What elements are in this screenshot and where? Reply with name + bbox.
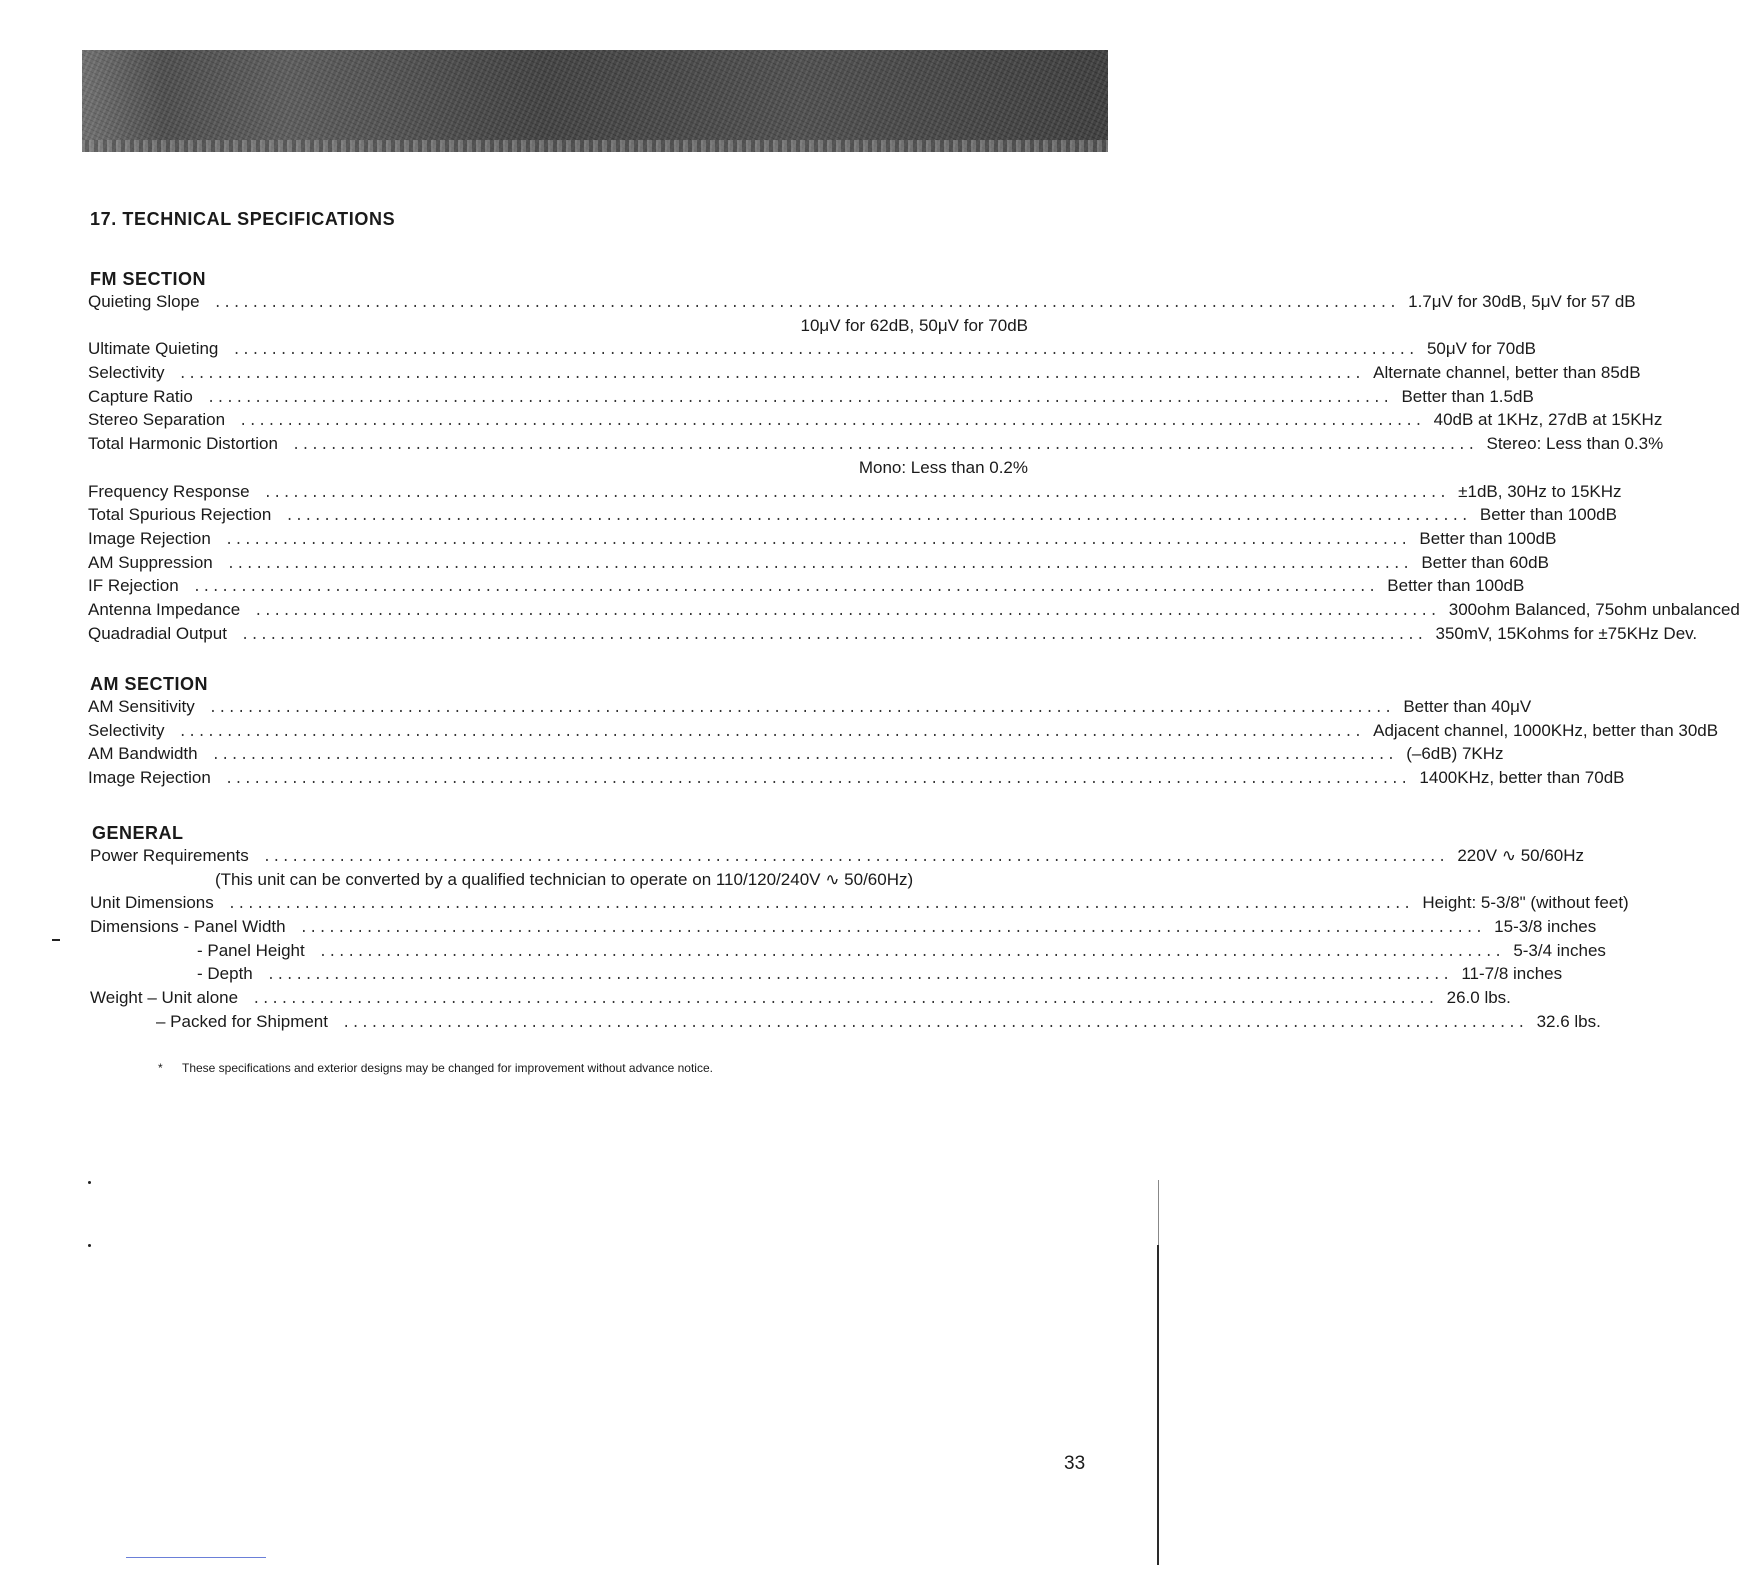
spec-value: (–6dB) 7KHz bbox=[1406, 744, 1504, 764]
spec-value: 26.0 lbs. bbox=[1446, 988, 1511, 1008]
general-section-title: GENERAL bbox=[92, 823, 184, 843]
dot-leader: .............................................................................................................................. bbox=[232, 343, 1417, 360]
dot-leader: .............................................................................................................................. bbox=[224, 772, 1410, 789]
spec-row bbox=[90, 939, 1606, 963]
spec-label: AM Suppression bbox=[88, 552, 213, 572]
spec-row bbox=[88, 480, 1622, 504]
dot-leader: .............................................................................................................................. bbox=[211, 748, 1397, 765]
spec-value: Better than 100dB bbox=[1419, 528, 1557, 548]
margin-dot bbox=[88, 1244, 91, 1247]
dot-leader: .............................................................................................................................. bbox=[254, 603, 1439, 620]
dot-leader: .............................................................................................................................. bbox=[266, 968, 1452, 985]
spec-label: Quadradial Output bbox=[88, 623, 227, 643]
dot-leader: .............................................................................................................................. bbox=[224, 532, 1410, 549]
spec-value: Better than 100dB bbox=[1387, 576, 1525, 596]
dot-leader: .............................................................................................................................. bbox=[263, 485, 1449, 502]
spec-label: Ultimate Quieting bbox=[88, 339, 219, 359]
spec-row bbox=[88, 337, 1536, 361]
dot-leader: .............................................................................................................................. bbox=[178, 367, 1364, 384]
am-section-title: AM SECTION bbox=[90, 674, 209, 694]
spec-row bbox=[88, 551, 1549, 575]
spec-value: 1400KHz, better than 70dB bbox=[1419, 768, 1625, 788]
dot-leader: .............................................................................................................................. bbox=[262, 850, 1448, 866]
spec-value: 32.6 lbs. bbox=[1536, 1011, 1601, 1031]
footnote-text: These specifications and exterior designs may be changed for improvement without advance notice. bbox=[182, 1061, 713, 1075]
dot-leader: .............................................................................................................................. bbox=[285, 509, 1470, 526]
spec-label: Power Requirements bbox=[90, 846, 249, 865]
spec-label: Stereo Separation bbox=[88, 410, 226, 430]
dot-leader: .............................................................................................................................. bbox=[206, 390, 1392, 407]
spec-value: Adjacent channel, 1000KHz, better than 30dB bbox=[1373, 720, 1719, 740]
spec-label: Quieting Slope bbox=[88, 292, 200, 311]
spec-row bbox=[88, 361, 1641, 385]
spec-row bbox=[88, 503, 1617, 527]
spec-row bbox=[90, 844, 1585, 868]
page-number: 33 bbox=[1064, 1453, 1086, 1474]
dot-leader: .............................................................................................................................. bbox=[240, 627, 1426, 644]
spec-label: IF Rejection bbox=[88, 576, 179, 596]
dot-leader: .............................................................................................................................. bbox=[318, 944, 1504, 961]
margin-dot bbox=[88, 1181, 91, 1184]
spec-label: Weight – Unit alone bbox=[90, 988, 239, 1008]
dot-leader: .............................................................................................................................. bbox=[239, 414, 1424, 431]
page-title: 17. TECHNICAL SPECIFICATIONS bbox=[90, 209, 396, 229]
dot-leader: .............................................................................................................................. bbox=[227, 897, 1413, 914]
dot-leader: .............................................................................................................................. bbox=[208, 701, 1394, 717]
spec-row bbox=[88, 598, 1740, 622]
spec-label: AM Bandwidth bbox=[88, 744, 198, 764]
spec-row bbox=[90, 891, 1629, 915]
spec-label: Image Rejection bbox=[88, 768, 211, 788]
margin-mark bbox=[52, 939, 60, 941]
am-section bbox=[88, 673, 1719, 790]
spec-value: 15-3/8 inches bbox=[1494, 917, 1597, 937]
footnote bbox=[158, 1061, 713, 1075]
am-spec-list bbox=[88, 695, 1719, 790]
spec-row bbox=[88, 527, 1557, 551]
spec-value: 40dB at 1KHz, 27dB at 15KHz bbox=[1433, 410, 1663, 430]
dot-leader: .............................................................................................................................. bbox=[291, 438, 1477, 455]
spec-value: Better than 60dB bbox=[1421, 552, 1549, 572]
spec-value: Better than 100dB bbox=[1479, 505, 1617, 525]
scan-edge-line bbox=[1157, 1245, 1159, 1565]
spec-label: Capture Ratio bbox=[88, 386, 193, 406]
spec-value: 220V ∿ 50/60Hz bbox=[1457, 846, 1585, 865]
dot-leader: .............................................................................................................................. bbox=[192, 580, 1378, 597]
spec-value-continuation: (This unit can be converted by a qualified technician to operate on 110/120/240V ∿ 50/60Hz) bbox=[215, 869, 914, 889]
fm-section-title: FM SECTION bbox=[90, 269, 206, 289]
general-spec-list bbox=[90, 844, 1629, 1034]
header-banner-texture bbox=[82, 140, 1108, 152]
scan-edge-line bbox=[1158, 1180, 1159, 1250]
spec-row bbox=[88, 742, 1504, 766]
spec-row bbox=[90, 1010, 1601, 1034]
spec-label: - Depth bbox=[197, 964, 253, 984]
spec-label: Selectivity bbox=[88, 363, 165, 383]
fm-spec-list bbox=[88, 290, 1740, 645]
spec-row bbox=[88, 719, 1719, 743]
spec-label: Unit Dimensions bbox=[90, 893, 214, 913]
spec-row bbox=[90, 915, 1597, 939]
spec-label: Frequency Response bbox=[88, 481, 250, 501]
spec-row bbox=[88, 766, 1625, 790]
spec-label: Image Rejection bbox=[88, 528, 211, 548]
spec-label: – Packed for Shipment bbox=[156, 1011, 328, 1031]
spec-value: Better than 1.5dB bbox=[1401, 386, 1534, 406]
spec-value-continuation: Mono: Less than 0.2% bbox=[858, 457, 1028, 477]
dot-leader: .............................................................................................................................. bbox=[178, 724, 1364, 741]
spec-value: 11-7/8 inches bbox=[1461, 964, 1563, 984]
spec-value: 5-3/4 inches bbox=[1513, 940, 1606, 960]
spec-label: Dimensions - Panel Width bbox=[90, 917, 286, 937]
dot-leader: .............................................................................................................................. bbox=[341, 1015, 1527, 1032]
dot-leader: .............................................................................................................................. bbox=[299, 921, 1485, 938]
spec-row bbox=[88, 695, 1532, 719]
spec-row bbox=[90, 986, 1511, 1010]
header-banner-image bbox=[82, 50, 1108, 152]
spec-row bbox=[88, 408, 1663, 432]
spec-label: AM Sensitivity bbox=[88, 697, 195, 716]
footnote-mark: * bbox=[158, 1061, 163, 1075]
spec-value: 300ohm Balanced, 75ohm unbalanced bbox=[1448, 599, 1740, 619]
spec-row bbox=[88, 622, 1698, 646]
spec-row bbox=[88, 432, 1664, 456]
spec-row bbox=[88, 574, 1525, 598]
spec-value: Better than 40μV bbox=[1403, 697, 1532, 716]
spec-value: ±1dB, 30Hz to 15KHz bbox=[1458, 481, 1622, 501]
spec-row bbox=[90, 962, 1563, 986]
spec-value: Height: 5-3/8" (without feet) bbox=[1422, 893, 1629, 913]
general-section bbox=[90, 822, 1629, 1034]
spec-row bbox=[88, 290, 1636, 314]
dot-leader: .............................................................................................................................. bbox=[252, 992, 1437, 1009]
spec-label: Selectivity bbox=[88, 720, 165, 740]
spec-label: Antenna Impedance bbox=[88, 599, 241, 619]
spec-label: Total Harmonic Distortion bbox=[88, 434, 278, 454]
fm-section bbox=[88, 268, 1740, 645]
spec-value: 50μV for 70dB bbox=[1426, 339, 1536, 359]
spec-value: 350mV, 15Kohms for ±75KHz Dev. bbox=[1435, 623, 1698, 643]
spec-row bbox=[88, 385, 1534, 409]
spec-label: - Panel Height bbox=[197, 940, 305, 960]
spec-value: 1.7μV for 30dB, 5μV for 57 dB bbox=[1408, 292, 1636, 311]
spec-value: Alternate channel, better than 85dB bbox=[1373, 363, 1641, 383]
spec-label: Total Spurious Rejection bbox=[88, 505, 272, 525]
spec-value-continuation: 10μV for 62dB, 50μV for 70dB bbox=[800, 315, 1028, 335]
spec-value: Stereo: Less than 0.3% bbox=[1486, 434, 1664, 454]
dot-leader: .............................................................................................................................. bbox=[226, 556, 1412, 573]
dot-leader: .............................................................................................................................. bbox=[213, 296, 1399, 312]
scan-underline-mark bbox=[126, 1557, 266, 1558]
